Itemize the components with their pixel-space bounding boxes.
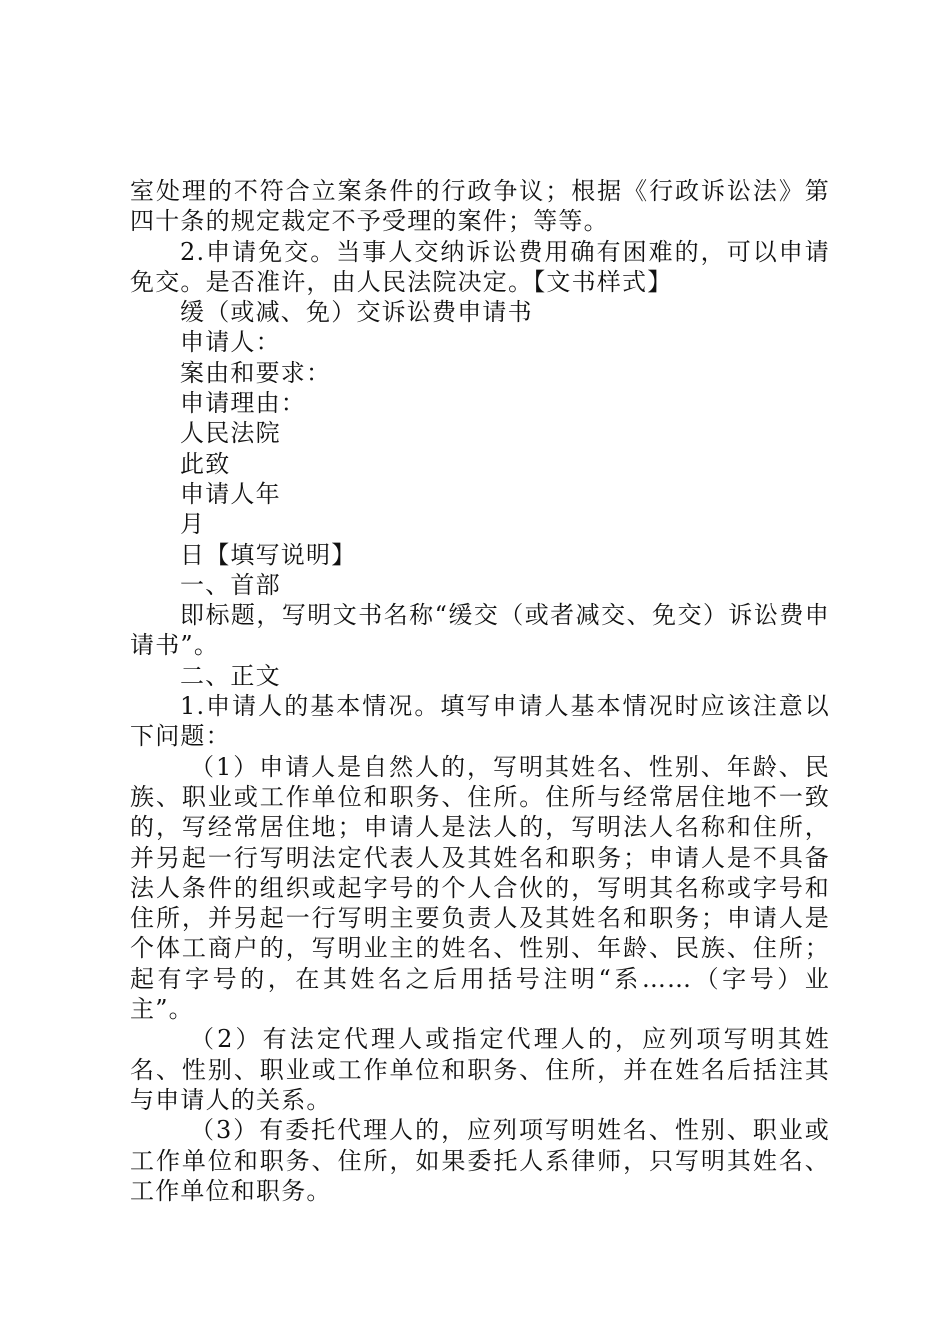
form-day: 日【填写说明】 [180, 540, 357, 569]
paragraph-2: 2.申请免交。当事人交纳诉讼费用确有困难的，可以申请免交。是否准许，由人民法院决定。【文书样式】 [130, 237, 830, 296]
section-heading-1: 一、首部 [180, 570, 281, 599]
form-reason: 申请理由： [180, 389, 306, 418]
paragraph-item-2: （2）有法定代理人或指定代理人的，应列项写明其姓名、性别、职业或工作单位和职务、住所，并在姓名后括注其与申请人的关系。 [130, 1025, 830, 1114]
form-court: 人民法院 [180, 419, 281, 448]
paragraph-item-3: （3）有委托代理人的，应列项写明姓名、性别、职业或工作单位和职务、住所，如果委托人系律师，只写明其姓名、工作单位和职务。 [130, 1116, 830, 1205]
form-salutation: 此致 [180, 449, 231, 478]
section-heading-2: 二、正文 [180, 661, 281, 690]
paragraph-applicant-info: 1.申请人的基本情况。填写申请人基本情况时应该注意以下问题： [130, 692, 830, 751]
form-month: 月 [180, 510, 206, 539]
form-applicant: 申请人： [180, 328, 281, 357]
form-signature-year: 申请人年 [180, 479, 281, 508]
paragraph-1: 室处理的不符合立案条件的行政争议；根据《行政诉讼法》第四十条的规定裁定不予受理的案件；等等。 [130, 177, 830, 236]
form-title: 缓（或减、免）交诉讼费申请书 [180, 298, 533, 327]
document-body [130, 176, 830, 1206]
form-case-cause: 案由和要求： [180, 358, 332, 387]
paragraph-title-note: 即标题，写明文书名称“缓交（或者减交、免交）诉讼费申请书”。 [130, 601, 830, 660]
paragraph-item-1: （1）申请人是自然人的，写明其姓名、性别、年龄、民族、职业或工作单位和职务、住所。住所与经常居住地不一致的，写经常居住地；申请人是法人的，写明法人名称和住所，并另起一行写明法定代表人及其姓名和职务；申请人是不具备法人条件的组织或起字号的个人合伙的，写明其名称或字号和住所，并另起一行写明主要负责人及其姓名和职务；申请人是个体工商户的，写明业主的姓名、性别、年龄、民族、住所；起有字号的，在其姓名之后用括号注明“系……（字号）业主”。 [130, 752, 830, 1024]
